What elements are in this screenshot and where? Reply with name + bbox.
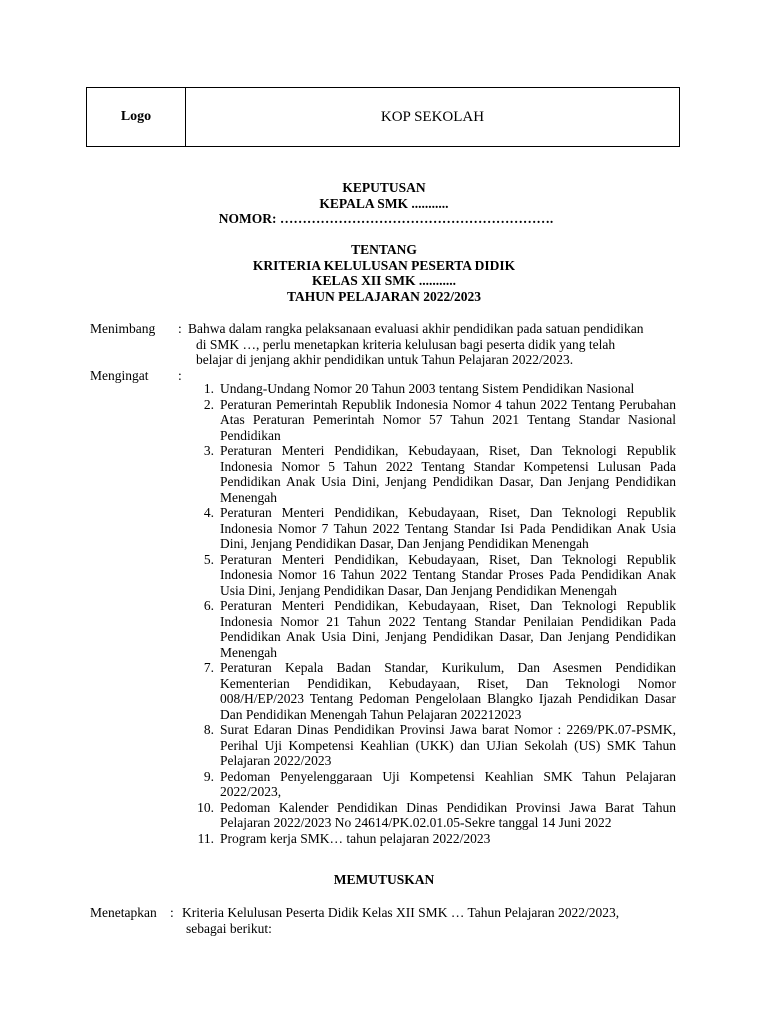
- menimbang-section: [90, 321, 676, 383]
- list-item-text: Peraturan Pemerintah Republik Indonesia Nomor 4 tahun 2022 Tentang Perubahan Atas Peraturan Pemerintah Nomor 57 Tahun 2021 Tentang Standar Nasional Pendidikan: [220, 396, 676, 443]
- mengingat-list: [186, 381, 676, 846]
- decree-subject: [0, 242, 768, 304]
- logo-placeholder: Logo: [87, 88, 186, 146]
- list-item: [186, 769, 676, 800]
- memutuskan-heading: MEMUTUSKAN: [333, 872, 435, 887]
- menetapkan-section: [90, 905, 676, 936]
- list-item-number: 3.: [203, 443, 214, 458]
- list-item-text: Surat Edaran Dinas Pendidikan Provinsi Jawa barat Nomor : 2269/PK.07-PSMK, Perihal Uji Kompetensi Keahlian (UKK) dan UJian Sekolah (US) SMK Tahun Pelajaran 2022/2023: [220, 722, 676, 768]
- list-item-text: Peraturan Menteri Pendidikan, Kebudayaan, Riset, Dan Teknologi Republik Indonesia Nomor 16 Tahun 2022 Tentang Standar Proses Pada Pendidikan Anak Usia Dini, Jenjang Pendidikan Dasar, Dan Jenjang Pendidikan Menengah: [220, 551, 676, 598]
- list-item: [186, 722, 676, 769]
- menimbang-label: Menimbang: [90, 321, 156, 336]
- list-item: [186, 831, 676, 847]
- letterhead-title: KOP SEKOLAH: [380, 108, 485, 125]
- list-item-number: 9.: [203, 768, 214, 784]
- list-item-text: Peraturan Menteri Pendidikan, Kebudayaan, Riset, Dan Teknologi Republik Indonesia Nomor 7 Tahun 2022 Tentang Standar Isi Pada Pendidikan Anak Usia Dini, Jenjang Pendidikan Dasar, Dan Jenjang Pendidikan Menengah: [220, 505, 676, 551]
- list-item: [186, 443, 676, 505]
- subject-title: KRITERIA KELULUSAN PESERTA DIDIK: [252, 257, 516, 273]
- letterhead-table: [86, 87, 680, 147]
- list-item: [186, 505, 676, 552]
- list-item-number: 1.: [203, 381, 214, 396]
- list-item: [186, 381, 676, 397]
- menimbang-line-2: di SMK …, perlu menetapkan kriteria kelulusan bagi peserta didik yang telah: [196, 336, 616, 352]
- list-item-text: Pedoman Kalender Pendidikan Dinas Pendidikan Provinsi Jawa Barat Tahun Pelajaran 2022/2023 No 24614/PK.02.01.05-Sekre tanggal 14 Juni 2022: [220, 799, 676, 830]
- list-item-text: Undang-Undang Nomor 20 Tahun 2003 tentang Sistem Pendidikan Nasional: [220, 381, 635, 396]
- decree-number: NOMOR: …………………………………………………….: [218, 211, 554, 226]
- list-item-text: Peraturan Menteri Pendidikan, Kebudayaan, Riset, Dan Teknologi Republik Indonesia Nomor 5 Tahun 2022 Tentang Standar Kompetensi Lulusan Pada Pendidikan Anak Usia Dini, Jenjang Pendidikan Dasar, Dan Jenjang Pendidikan Menengah: [220, 443, 676, 505]
- list-item: [186, 660, 676, 722]
- subject-class: KELAS XII SMK ...........: [311, 273, 457, 288]
- mengingat-label: Mengingat: [90, 367, 149, 383]
- list-item-text: Pedoman Penyelenggaraan Uji Kompetensi Keahlian SMK Tahun Pelajaran 2022/2023,: [220, 768, 676, 799]
- decree-title: KEPUTUSAN: [342, 180, 426, 195]
- list-item-number: 6.: [203, 598, 214, 613]
- list-item-number: 8.: [203, 722, 214, 737]
- decree-issuer: KEPALA SMK ...........: [319, 195, 449, 211]
- list-item-number: 7.: [203, 660, 214, 675]
- list-item-text: Peraturan Menteri Pendidikan, Kebudayaan, Riset, Dan Teknologi Republik Indonesia Nomor 21 Tahun 2022 Tentang Standar Penilaian Pendidikan Pada Pendidikan Anak Usia Dini, Jenjang Pendidikan Dasar, Dan Jenjang Pendidikan Menengah: [220, 598, 676, 660]
- list-item-number: 10.: [197, 799, 214, 815]
- list-item-number: 5.: [203, 551, 214, 567]
- subject-tentang: TENTANG: [351, 242, 417, 257]
- list-item-number: 4.: [203, 505, 214, 520]
- mengingat-colon: :: [178, 367, 182, 383]
- menetapkan-colon: :: [170, 905, 174, 920]
- menimbang-line-3: belajar di jenjang akhir pendidikan untuk Tahun Pelajaran 2022/2023.: [196, 352, 574, 367]
- menetapkan-label: Menetapkan: [90, 905, 157, 920]
- menimbang-colon: :: [178, 321, 182, 336]
- list-item-text: Program kerja SMK… tahun pelajaran 2022/2023: [220, 830, 491, 846]
- list-item-text: Peraturan Kepala Badan Standar, Kurikulum, Dan Asesmen Pendidikan Kementerian Pendidikan, Kebudayaan, Riset, Dan Teknologi Nomor 008/H/EP/2023 Tentang Pedoman Pengelolaan Blangko Ijazah Pendidikan Dasar Dan Pendidikan Menengah Tahun Pelajaran 202212023: [220, 660, 676, 722]
- list-item: [186, 598, 676, 660]
- list-item-number: 11.: [197, 830, 214, 846]
- subject-year: TAHUN PELAJARAN 2022/2023: [286, 288, 481, 304]
- menetapkan-line-2: sebagai berikut:: [186, 920, 272, 936]
- menimbang-line-1: Bahwa dalam rangka pelaksanaan evaluasi akhir pendidikan pada satuan pendidikan: [188, 321, 644, 336]
- decree-heading: [0, 180, 768, 227]
- list-item: [186, 800, 676, 831]
- list-item: [186, 552, 676, 599]
- list-item: [186, 397, 676, 444]
- menetapkan-line-1: Kriteria Kelulusan Peserta Didik Kelas XII SMK … Tahun Pelajaran 2022/2023,: [182, 905, 620, 920]
- list-item-number: 2.: [203, 396, 214, 412]
